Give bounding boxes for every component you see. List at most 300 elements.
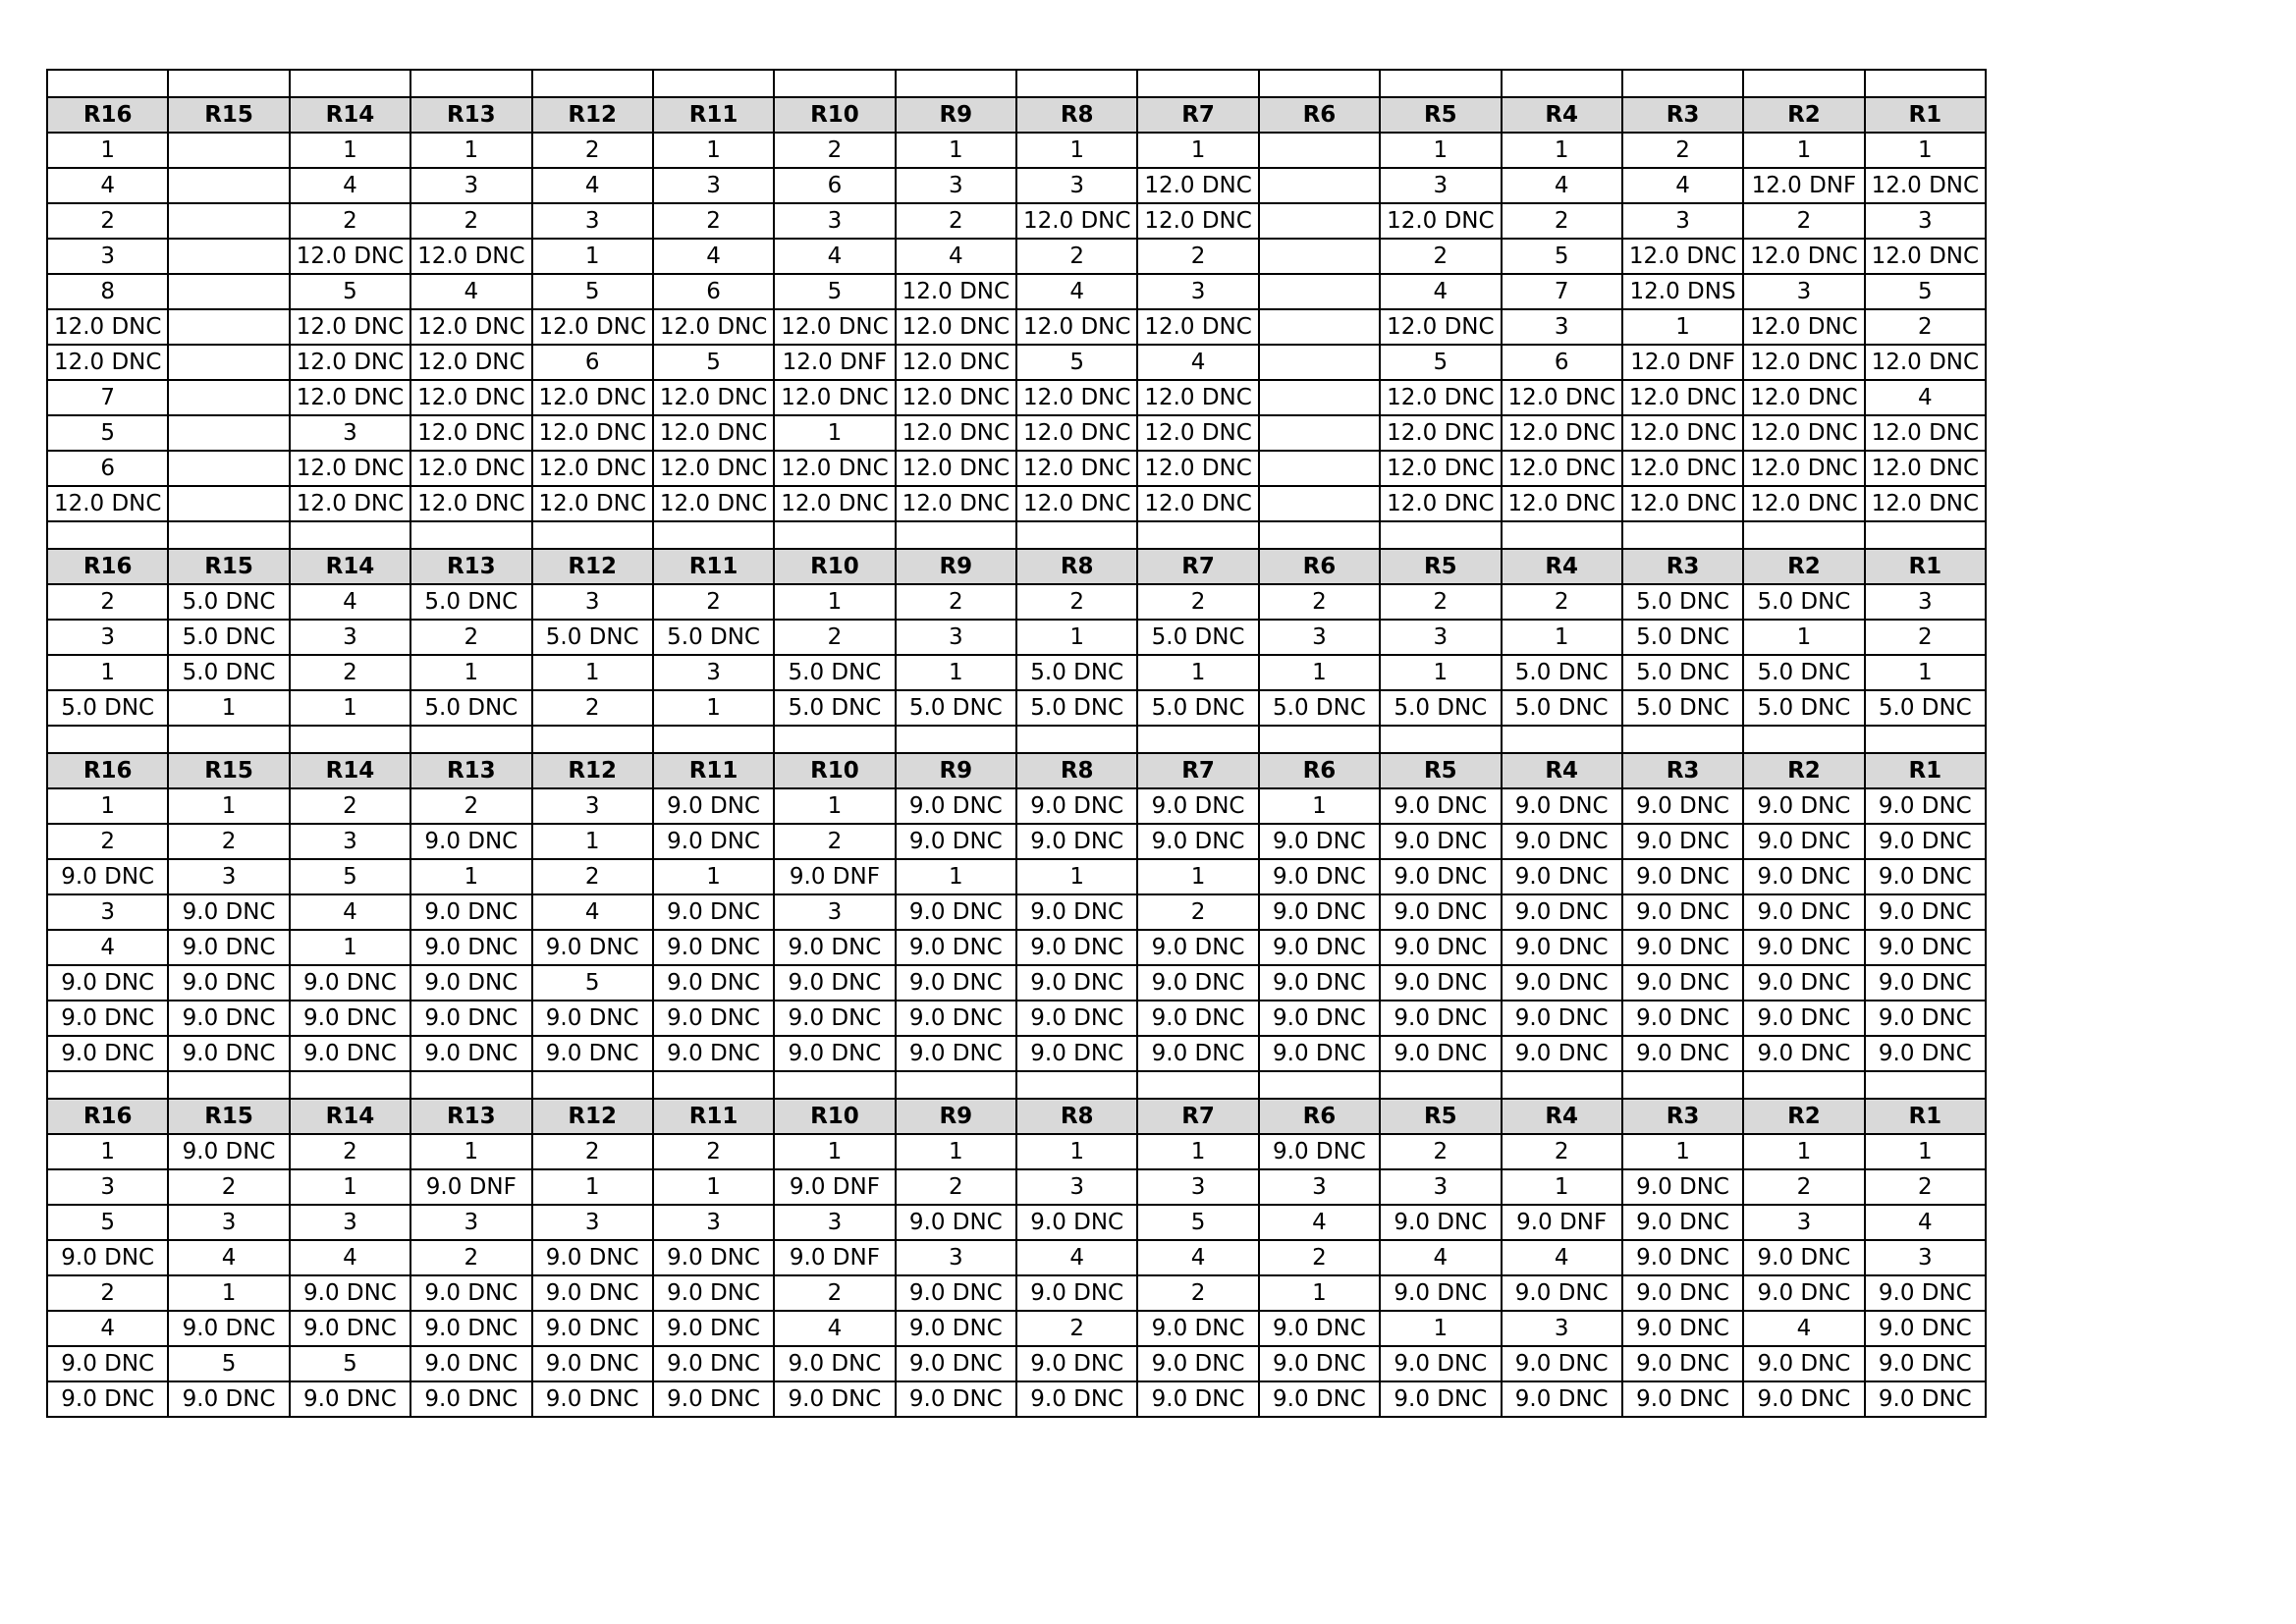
result-cell: 9.0 DNC — [532, 1036, 653, 1071]
result-cell: 12.0 DNC — [896, 415, 1016, 451]
result-cell: 9.0 DNC — [1865, 1346, 1986, 1381]
column-header: R6 — [1259, 549, 1380, 584]
result-cell: 12.0 DNC — [1380, 380, 1501, 415]
result-cell: 2 — [896, 584, 1016, 620]
table-row — [47, 620, 1986, 655]
result-cell: 1 — [1016, 133, 1137, 168]
result-cell: 9.0 DNC — [1380, 1001, 1501, 1036]
blank-cell — [774, 521, 895, 549]
result-cell: 12.0 DNC — [896, 486, 1016, 521]
column-header: R7 — [1137, 97, 1258, 133]
table-row — [47, 1381, 1986, 1417]
result-cell: 9.0 DNC — [1622, 1275, 1743, 1311]
column-header: R15 — [168, 1099, 289, 1134]
result-cell: 9.0 DNC — [1743, 965, 1864, 1001]
result-cell: 2 — [1137, 584, 1258, 620]
result-cell: 9.0 DNC — [1016, 894, 1137, 930]
result-cell: 1 — [1380, 133, 1501, 168]
result-cell: 9.0 DNC — [290, 1381, 410, 1417]
result-cell: 2 — [290, 203, 410, 239]
result-cell: 9.0 DNC — [1502, 1001, 1622, 1036]
column-header: R3 — [1622, 97, 1743, 133]
result-cell: 3 — [1865, 203, 1986, 239]
blank-cell — [1016, 726, 1137, 753]
result-cell: 9.0 DNC — [653, 965, 774, 1001]
result-cell: 2 — [1743, 203, 1864, 239]
blank-cell — [532, 1071, 653, 1099]
blank-cell — [896, 1071, 1016, 1099]
result-cell: 9.0 DNC — [1865, 859, 1986, 894]
result-cell: 9.0 DNC — [1137, 1346, 1258, 1381]
result-cell — [168, 486, 289, 521]
result-cell: 4 — [532, 168, 653, 203]
column-header: R14 — [290, 549, 410, 584]
table-row — [47, 309, 1986, 345]
result-cell: 1 — [168, 1275, 289, 1311]
blank-cell — [1865, 521, 1986, 549]
result-cell: 4 — [47, 168, 168, 203]
result-cell: 1 — [168, 788, 289, 824]
result-cell: 9.0 DNC — [1380, 965, 1501, 1001]
blank-cell — [896, 521, 1016, 549]
result-cell: 3 — [896, 1240, 1016, 1275]
blank-cell — [1743, 1071, 1864, 1099]
result-cell: 9.0 DNC — [1016, 930, 1137, 965]
result-cell: 9.0 DNC — [896, 1036, 1016, 1071]
column-header: R5 — [1380, 549, 1501, 584]
result-cell: 4 — [1865, 380, 1986, 415]
result-cell: 9.0 DNC — [168, 1134, 289, 1169]
result-cell: 1 — [410, 655, 531, 690]
column-header: R16 — [47, 1099, 168, 1134]
result-cell: 9.0 DNC — [47, 965, 168, 1001]
result-cell: 2 — [168, 824, 289, 859]
result-cell: 9.0 DNF — [774, 859, 895, 894]
result-cell: 9.0 DNC — [1016, 1381, 1137, 1417]
result-cell: 5 — [653, 345, 774, 380]
result-cell: 12.0 DNC — [1380, 309, 1501, 345]
result-cell: 5 — [1865, 274, 1986, 309]
result-cell: 3 — [410, 168, 531, 203]
result-cell: 9.0 DNC — [896, 894, 1016, 930]
result-cell: 9.0 DNC — [1502, 859, 1622, 894]
result-cell: 9.0 DNC — [1016, 1001, 1137, 1036]
results-spreadsheet — [46, 69, 1987, 1418]
result-cell: 9.0 DNC — [1137, 1036, 1258, 1071]
result-cell: 9.0 DNC — [1016, 1205, 1137, 1240]
result-cell: 4 — [410, 274, 531, 309]
column-header: R3 — [1622, 753, 1743, 788]
blank-cell — [1380, 521, 1501, 549]
result-cell: 2 — [1259, 584, 1380, 620]
result-cell: 12.0 DNC — [1865, 451, 1986, 486]
blank-cell — [774, 726, 895, 753]
result-cell: 1 — [532, 239, 653, 274]
result-cell: 9.0 DNC — [1865, 788, 1986, 824]
column-header: R10 — [774, 753, 895, 788]
result-cell: 6 — [532, 345, 653, 380]
column-header: R13 — [410, 1099, 531, 1134]
result-cell: 2 — [1743, 1169, 1864, 1205]
result-cell: 9.0 DNC — [896, 1275, 1016, 1311]
result-cell: 2 — [774, 1275, 895, 1311]
column-header: R4 — [1502, 753, 1622, 788]
result-cell: 9.0 DNC — [410, 1275, 531, 1311]
result-cell: 9.0 DNC — [532, 1381, 653, 1417]
result-cell: 3 — [774, 1205, 895, 1240]
result-cell: 2 — [774, 620, 895, 655]
result-cell — [168, 133, 289, 168]
result-cell: 5.0 DNC — [1865, 690, 1986, 726]
result-cell: 1 — [653, 859, 774, 894]
result-cell: 2 — [532, 1134, 653, 1169]
result-cell: 9.0 DNC — [1380, 788, 1501, 824]
result-cell: 3 — [290, 824, 410, 859]
result-cell: 9.0 DNC — [896, 1346, 1016, 1381]
result-cell: 12.0 DNF — [1622, 345, 1743, 380]
result-cell: 9.0 DNC — [653, 894, 774, 930]
result-cell: 9.0 DNC — [410, 930, 531, 965]
result-cell: 12.0 DNC — [1865, 486, 1986, 521]
result-cell: 9.0 DNC — [1137, 965, 1258, 1001]
result-cell: 12.0 DNC — [1743, 345, 1864, 380]
result-cell: 3 — [47, 1169, 168, 1205]
result-cell: 1 — [290, 690, 410, 726]
result-cell: 9.0 DNC — [653, 1311, 774, 1346]
result-cell — [1259, 345, 1380, 380]
result-cell: 9.0 DNC — [774, 1001, 895, 1036]
result-cell: 9.0 DNC — [653, 1240, 774, 1275]
result-cell: 1 — [1502, 133, 1622, 168]
result-cell: 5 — [1137, 1205, 1258, 1240]
blank-cell — [1502, 726, 1622, 753]
result-cell: 12.0 DNC — [47, 345, 168, 380]
result-cell: 9.0 DNC — [1502, 930, 1622, 965]
blank-cell — [1016, 521, 1137, 549]
blank-cell — [1137, 726, 1258, 753]
result-cell: 12.0 DNC — [774, 309, 895, 345]
result-cell: 3 — [1259, 1169, 1380, 1205]
result-cell: 9.0 DNC — [1865, 1311, 1986, 1346]
result-cell: 9.0 DNC — [410, 1381, 531, 1417]
result-cell: 3 — [1502, 1311, 1622, 1346]
blank-cell — [653, 1071, 774, 1099]
result-cell: 5.0 DNC — [168, 584, 289, 620]
result-cell: 12.0 DNC — [290, 345, 410, 380]
result-cell: 4 — [896, 239, 1016, 274]
result-cell: 9.0 DNC — [653, 1275, 774, 1311]
result-cell — [1259, 168, 1380, 203]
result-cell: 12.0 DNC — [1502, 415, 1622, 451]
result-cell: 1 — [1137, 1134, 1258, 1169]
blank-cell — [1137, 1071, 1258, 1099]
result-cell: 12.0 DNC — [1502, 451, 1622, 486]
column-header: R4 — [1502, 97, 1622, 133]
result-cell: 9.0 DNC — [1502, 1275, 1622, 1311]
result-cell: 3 — [1622, 203, 1743, 239]
result-cell: 12.0 DNC — [1743, 415, 1864, 451]
result-cell: 12.0 DNC — [1137, 309, 1258, 345]
result-cell: 9.0 DNC — [1743, 1275, 1864, 1311]
column-header: R8 — [1016, 1099, 1137, 1134]
result-cell: 9.0 DNC — [532, 1346, 653, 1381]
result-cell: 3 — [1502, 309, 1622, 345]
result-cell: 3 — [1380, 168, 1501, 203]
result-cell: 9.0 DNC — [1259, 1134, 1380, 1169]
blank-cell — [1259, 70, 1380, 97]
table-row — [47, 203, 1986, 239]
result-cell: 12.0 DNC — [290, 451, 410, 486]
blank-cell — [1622, 521, 1743, 549]
blank-cell — [290, 521, 410, 549]
result-cell: 1 — [532, 655, 653, 690]
result-cell: 12.0 DNS — [1622, 274, 1743, 309]
result-cell: 3 — [896, 620, 1016, 655]
result-cell: 5.0 DNC — [1259, 690, 1380, 726]
result-cell: 1 — [1259, 655, 1380, 690]
result-cell — [1259, 203, 1380, 239]
table-row — [47, 584, 1986, 620]
result-cell: 5.0 DNC — [1622, 655, 1743, 690]
result-cell: 12.0 DNC — [1502, 380, 1622, 415]
result-cell: 3 — [653, 655, 774, 690]
result-cell: 9.0 DNC — [1502, 824, 1622, 859]
result-cell: 12.0 DNC — [1380, 415, 1501, 451]
table-row — [47, 655, 1986, 690]
result-cell: 4 — [532, 894, 653, 930]
result-cell: 4 — [1502, 168, 1622, 203]
result-cell: 5.0 DNC — [896, 690, 1016, 726]
result-cell: 9.0 DNC — [1865, 1036, 1986, 1071]
result-cell: 9.0 DNC — [1743, 1001, 1864, 1036]
result-cell: 9.0 DNC — [1137, 1311, 1258, 1346]
result-cell: 9.0 DNC — [1137, 1381, 1258, 1417]
column-header: R7 — [1137, 1099, 1258, 1134]
result-cell: 1 — [1743, 1134, 1864, 1169]
blank-cell — [1743, 726, 1864, 753]
result-cell: 1 — [290, 930, 410, 965]
result-cell: 9.0 DNC — [1865, 965, 1986, 1001]
result-cell: 7 — [1502, 274, 1622, 309]
column-header: R12 — [532, 753, 653, 788]
result-cell: 2 — [1865, 620, 1986, 655]
result-cell: 9.0 DNC — [1137, 1001, 1258, 1036]
result-cell: 12.0 DNC — [896, 274, 1016, 309]
result-cell: 5.0 DNC — [532, 620, 653, 655]
result-cell: 2 — [1502, 1134, 1622, 1169]
column-header: R8 — [1016, 753, 1137, 788]
result-cell: 9.0 DNC — [1016, 824, 1137, 859]
spacer-row — [47, 70, 1986, 97]
result-cell: 2 — [410, 788, 531, 824]
result-cell: 1 — [1259, 788, 1380, 824]
column-header: R15 — [168, 97, 289, 133]
result-cell: 9.0 DNC — [896, 1001, 1016, 1036]
result-cell: 1 — [896, 1134, 1016, 1169]
table-row — [47, 1169, 1986, 1205]
result-cell: 9.0 DNC — [410, 1311, 531, 1346]
column-header: R13 — [410, 549, 531, 584]
result-cell: 1 — [896, 859, 1016, 894]
result-cell: 9.0 DNC — [1743, 1036, 1864, 1071]
result-cell: 1 — [532, 1169, 653, 1205]
result-cell: 12.0 DNC — [290, 486, 410, 521]
result-cell: 9.0 DNC — [1259, 965, 1380, 1001]
result-cell: 1 — [1502, 1169, 1622, 1205]
result-cell: 9.0 DNC — [1380, 930, 1501, 965]
result-cell: 6 — [1502, 345, 1622, 380]
result-cell: 12.0 DNC — [653, 309, 774, 345]
result-cell: 1 — [1743, 620, 1864, 655]
result-cell: 2 — [1016, 584, 1137, 620]
table-row — [47, 415, 1986, 451]
result-cell: 5.0 DNC — [653, 620, 774, 655]
result-cell: 9.0 DNC — [532, 1001, 653, 1036]
blank-cell — [47, 726, 168, 753]
column-header: R2 — [1743, 97, 1864, 133]
result-cell — [1259, 309, 1380, 345]
result-cell: 2 — [653, 584, 774, 620]
result-cell: 9.0 DNC — [1259, 1036, 1380, 1071]
blank-cell — [1865, 70, 1986, 97]
result-cell: 9.0 DNC — [653, 930, 774, 965]
result-cell: 5 — [1380, 345, 1501, 380]
result-cell: 9.0 DNC — [410, 1036, 531, 1071]
result-cell: 12.0 DNC — [532, 451, 653, 486]
result-cell: 12.0 DNC — [1865, 415, 1986, 451]
result-cell: 12.0 DNC — [47, 486, 168, 521]
column-header: R6 — [1259, 97, 1380, 133]
result-cell: 1 — [410, 133, 531, 168]
column-header: R14 — [290, 97, 410, 133]
result-cell: 2 — [410, 203, 531, 239]
result-cell: 12.0 DNC — [1743, 451, 1864, 486]
result-cell: 2 — [1865, 309, 1986, 345]
blank-cell — [47, 1071, 168, 1099]
blank-cell — [896, 70, 1016, 97]
result-cell: 1 — [653, 133, 774, 168]
result-cell: 9.0 DNC — [168, 1311, 289, 1346]
result-cell: 3 — [47, 620, 168, 655]
blank-cell — [1380, 726, 1501, 753]
result-cell: 5.0 DNC — [410, 584, 531, 620]
column-header: R11 — [653, 549, 774, 584]
column-header: R1 — [1865, 753, 1986, 788]
result-cell: 5.0 DNC — [774, 690, 895, 726]
result-cell: 9.0 DNC — [1622, 1001, 1743, 1036]
blank-cell — [290, 1071, 410, 1099]
blank-cell — [1016, 70, 1137, 97]
result-cell: 1 — [1137, 655, 1258, 690]
result-cell: 9.0 DNC — [1622, 824, 1743, 859]
result-cell: 9.0 DNC — [1137, 788, 1258, 824]
result-cell: 9.0 DNC — [1380, 1275, 1501, 1311]
result-cell: 2 — [896, 203, 1016, 239]
result-cell: 4 — [47, 930, 168, 965]
result-cell: 9.0 DNC — [1622, 1381, 1743, 1417]
result-cell: 9.0 DNC — [532, 930, 653, 965]
column-header: R10 — [774, 1099, 895, 1134]
result-cell: 3 — [290, 1205, 410, 1240]
blank-cell — [1743, 70, 1864, 97]
result-cell: 2 — [532, 690, 653, 726]
result-cell: 5.0 DNC — [1743, 655, 1864, 690]
result-cell: 9.0 DNC — [896, 824, 1016, 859]
table-row — [47, 690, 1986, 726]
result-cell: 2 — [290, 1134, 410, 1169]
result-cell: 12.0 DNC — [653, 451, 774, 486]
result-cell: 12.0 DNC — [1743, 486, 1864, 521]
result-cell: 5.0 DNC — [168, 655, 289, 690]
result-cell: 12.0 DNC — [532, 486, 653, 521]
blank-cell — [168, 726, 289, 753]
result-cell: 1 — [1865, 655, 1986, 690]
result-cell: 9.0 DNC — [1743, 824, 1864, 859]
result-cell: 1 — [896, 655, 1016, 690]
result-cell: 12.0 DNC — [410, 239, 531, 274]
result-cell: 9.0 DNC — [1016, 965, 1137, 1001]
column-header: R2 — [1743, 1099, 1864, 1134]
result-cell: 5 — [774, 274, 895, 309]
result-cell: 9.0 DNC — [290, 1036, 410, 1071]
result-cell: 12.0 DNC — [1137, 168, 1258, 203]
result-cell: 1 — [47, 655, 168, 690]
result-cell: 12.0 DNC — [290, 380, 410, 415]
result-cell: 5 — [1016, 345, 1137, 380]
result-cell: 5 — [47, 415, 168, 451]
result-cell: 1 — [1137, 133, 1258, 168]
blank-cell — [1016, 1071, 1137, 1099]
result-cell: 5 — [290, 1346, 410, 1381]
blank-cell — [774, 1071, 895, 1099]
blank-cell — [1259, 726, 1380, 753]
result-cell: 12.0 DNC — [47, 309, 168, 345]
result-cell: 9.0 DNC — [1865, 1275, 1986, 1311]
table-row — [47, 1134, 1986, 1169]
blank-cell — [1622, 1071, 1743, 1099]
result-cell: 9.0 DNC — [1259, 894, 1380, 930]
result-cell: 3 — [1865, 1240, 1986, 1275]
result-cell: 3 — [653, 1205, 774, 1240]
result-cell: 2 — [47, 824, 168, 859]
column-header: R2 — [1743, 753, 1864, 788]
column-header: R15 — [168, 549, 289, 584]
table-row — [47, 451, 1986, 486]
header-row — [47, 549, 1986, 584]
column-header: R9 — [896, 1099, 1016, 1134]
result-cell: 3 — [1016, 1169, 1137, 1205]
spacer-row — [47, 726, 1986, 753]
column-header: R3 — [1622, 1099, 1743, 1134]
result-cell: 9.0 DNC — [1743, 788, 1864, 824]
result-cell: 9.0 DNC — [774, 1381, 895, 1417]
table-row — [47, 859, 1986, 894]
result-cell: 2 — [774, 133, 895, 168]
result-cell: 12.0 DNC — [653, 380, 774, 415]
result-cell: 1 — [290, 133, 410, 168]
result-cell: 12.0 DNC — [1016, 451, 1137, 486]
result-cell: 4 — [1622, 168, 1743, 203]
blank-cell — [410, 726, 531, 753]
column-header: R8 — [1016, 549, 1137, 584]
result-cell: 3 — [168, 1205, 289, 1240]
result-cell: 9.0 DNC — [47, 1381, 168, 1417]
result-cell: 4 — [47, 1311, 168, 1346]
result-cell: 1 — [653, 690, 774, 726]
result-cell: 4 — [290, 894, 410, 930]
result-cell: 5.0 DNC — [1137, 620, 1258, 655]
result-cell: 9.0 DNC — [47, 1036, 168, 1071]
